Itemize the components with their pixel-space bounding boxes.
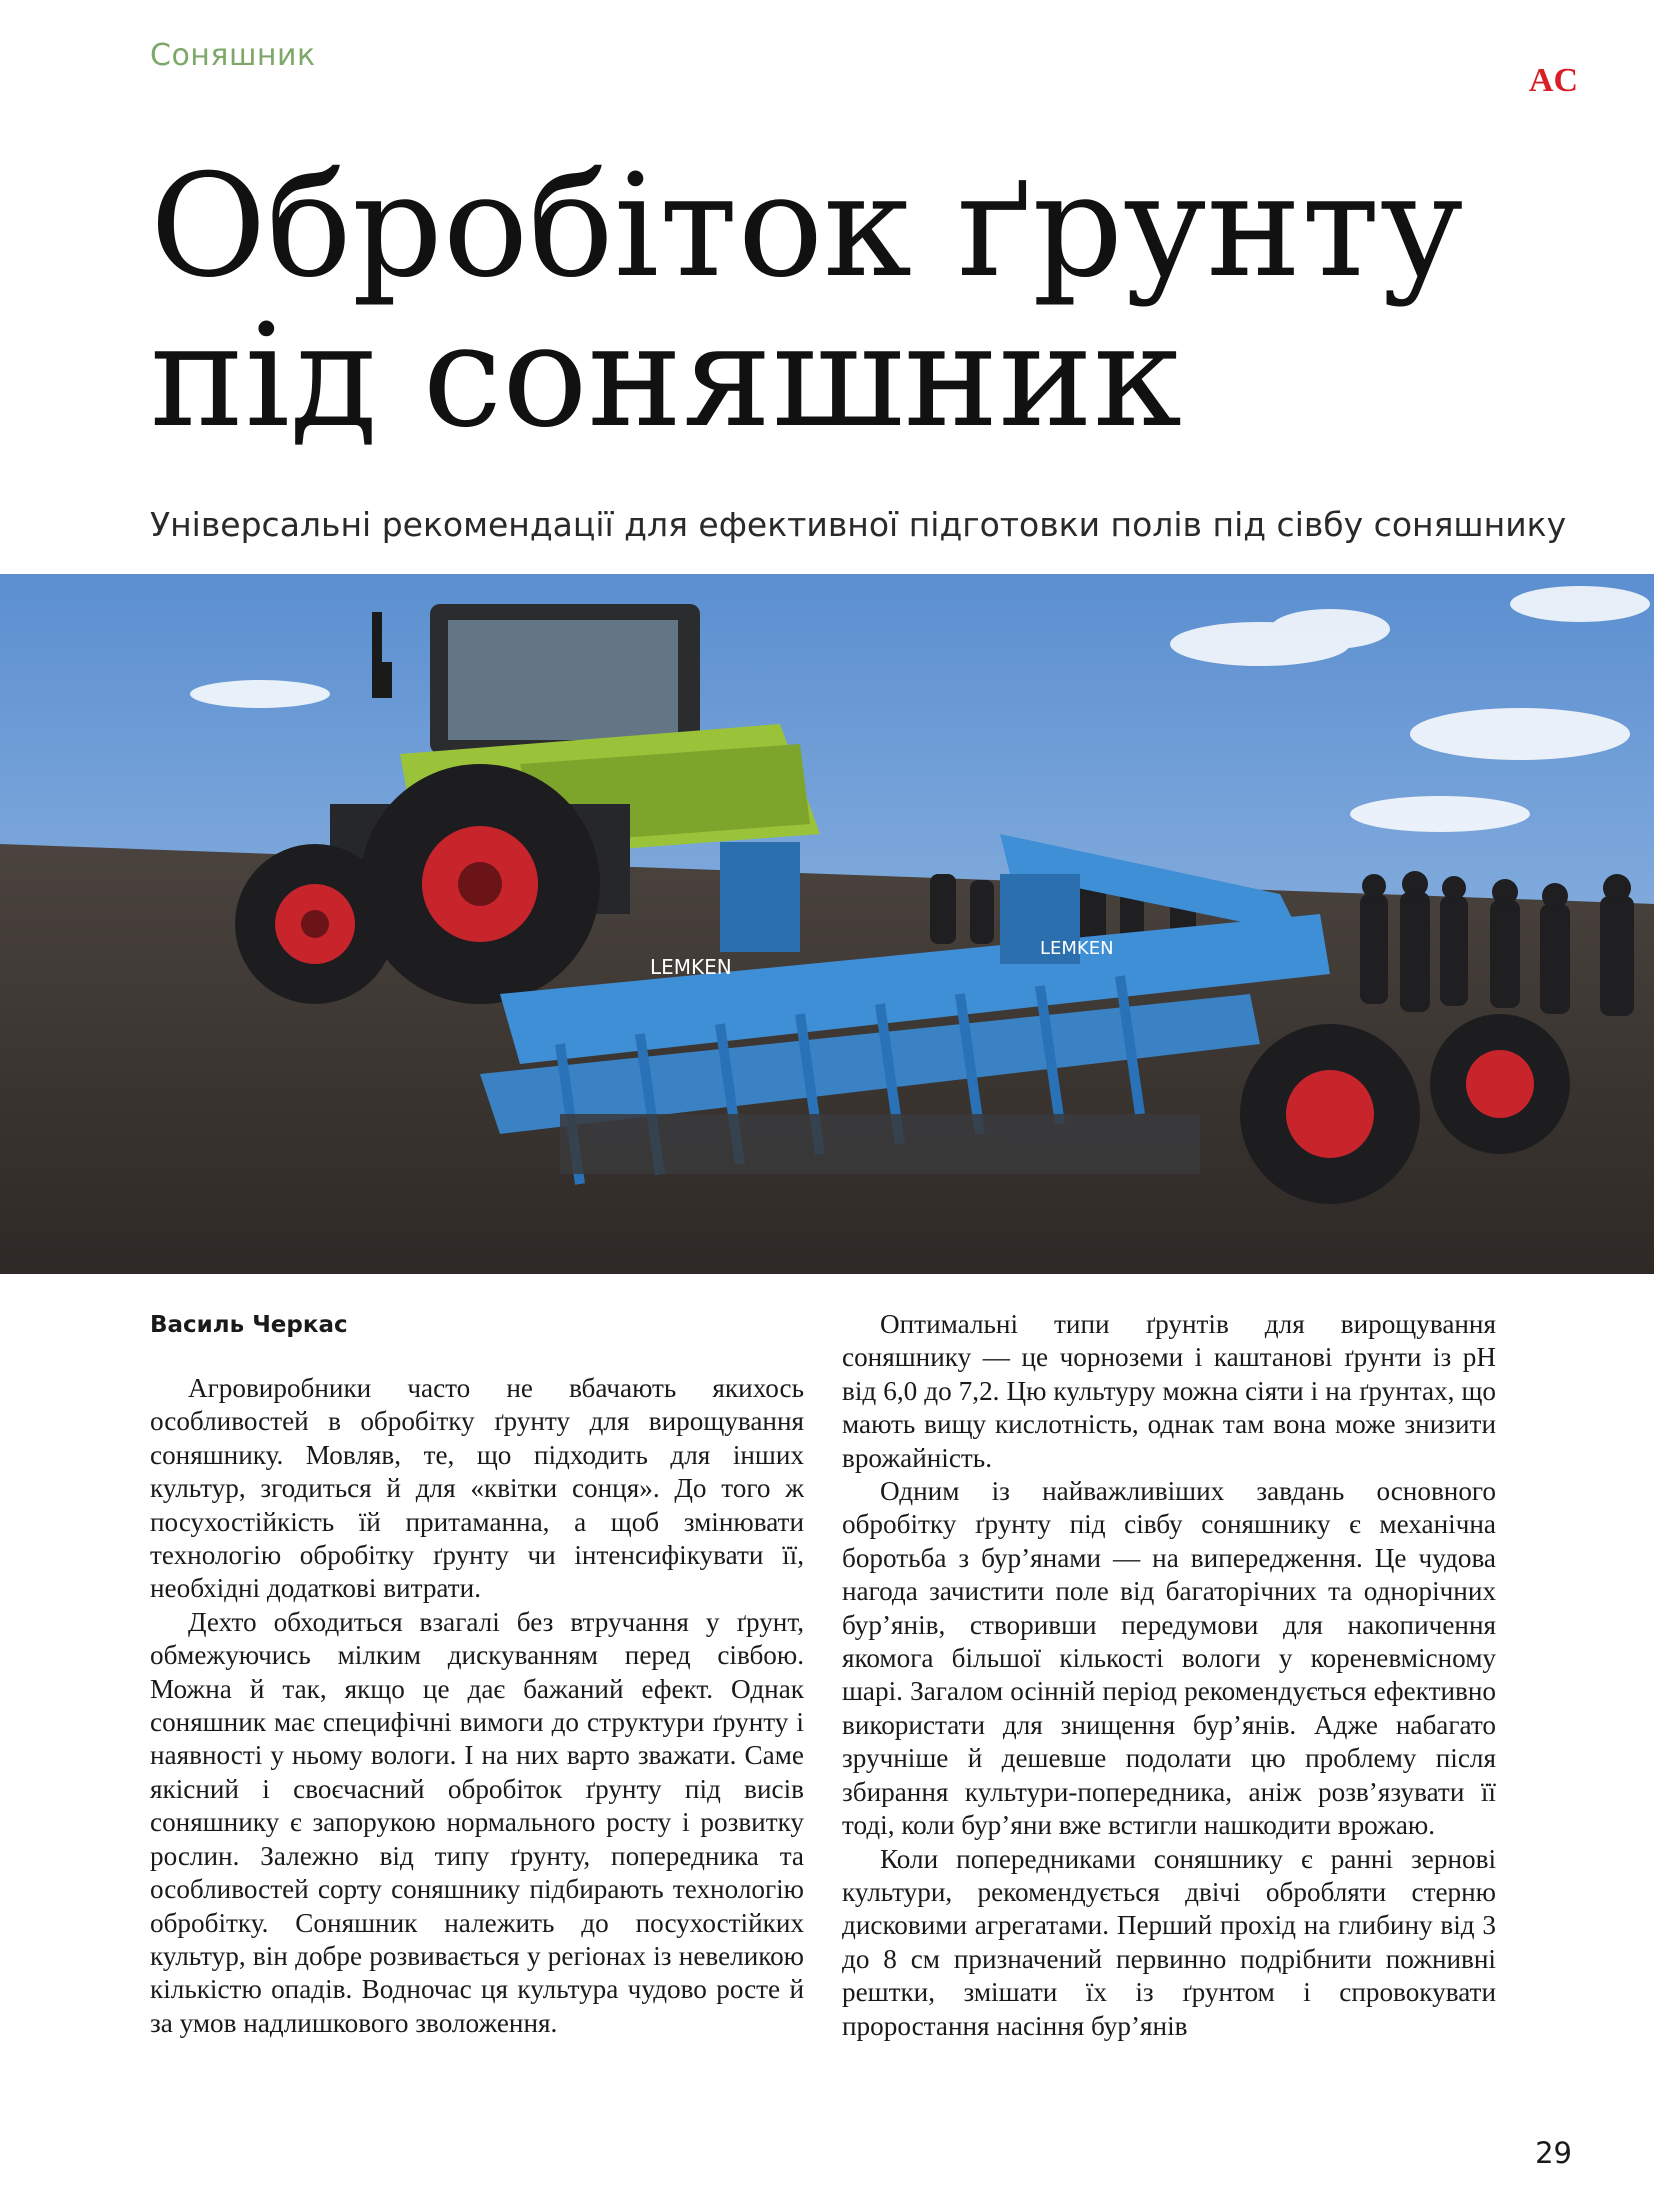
article-subtitle: Універсальні рекомендації для ефективної підготовки полів під сівбу соняшнику: [150, 505, 1567, 544]
paragraph: Одним із найважливіших завдань основного обробітку ґрунту під сівбу соняшнику є механічна боротьба з бур’янами — на випередження. Це чудова нагода зачистити поле від багаторічних та однорічних бур’янів, створивши передумови для накопичення якомога більшої кількості вологи у кореневмісному шарі. Загалом осінній період рекомендується ефективно використати для знищення бур’янів. Адже набагато зручніше й дешевше подолати цю проблему після збирання культури-попередника, аніж розв’язувати її тоді, коли бур’яни вже встигли нашкодити врожаю.: [842, 1476, 1496, 1841]
paragraph: Коли попередниками соняшнику є ранні зернові культури, рекомендується двічі обробляти стерню дисковими агрегатами. Перший прохід на глибину від 3 до 8 см призначений первинно подрібнити пожнивні рештки, змішати їх із ґрунтом і спровокувати проростання насіння бур’янів: [842, 1843, 1496, 2041]
implement-brand-right: LEMKEN: [1040, 938, 1114, 959]
title-line-2: під соняшник: [150, 294, 1182, 459]
article-column-left: [150, 1308, 804, 2040]
article-column-right: [842, 1308, 1496, 2043]
page-number: 29: [1535, 2136, 1572, 2170]
paragraph: Оптимальні типи ґрунтів для вирощування соняшнику — це чорноземи і каштанові ґрунти із pH від 6,0 до 7,2. Цю культуру можна сіяти і на ґрунтах, що мають вищу кислотність, однак там вона може знизити врожайність.: [842, 1309, 1496, 1473]
brand-logo: AC: [1528, 62, 1578, 99]
paragraph: Дехто обходиться взагалі без втручання у ґрунт, обмежуючись мілким дискуванням перед сівбою. Можна й так, якщо це дає бажаний ефект. Однак соняшник має специфічні вимоги до структури ґрунту і наявності у ньому вологи. І на них варто зважати. Саме якісний і своєчасний обробіток ґрунту під висів соняшнику є запорукою нормального росту і розвитку рослин. Залежно від типу ґрунту, попередника та особливостей сорту соняшнику підбирають технологію обробітку. Соняшник належить до посухостійких культур, він добре розвивається у регіонах із невеликою кількістю опадів. Водночас ця культура чудово росте й за умов надлишкового зволоження.: [150, 1606, 804, 2038]
paragraph: Агровиробники часто не вбачають якихось особливостей в обробітку ґрунту для вирощування соняшнику. Мовляв, те, що підходить для інших культур, згодиться й для «квітки сонця». До того ж посухостійкість їй притаманна, а щоб змінювати технологію обробітку ґрунту чи інтенсифікувати її, необхідні додаткові витрати.: [150, 1373, 804, 1604]
author-name: Василь Черкас: [150, 1312, 348, 1338]
section-label: Соняшник: [150, 38, 316, 73]
article-title: [150, 144, 1550, 459]
hero-photo: [0, 574, 1654, 1274]
title-line-1: Обробіток ґрунту: [150, 144, 1464, 309]
implement-brand-left: LEMKEN: [650, 955, 732, 979]
